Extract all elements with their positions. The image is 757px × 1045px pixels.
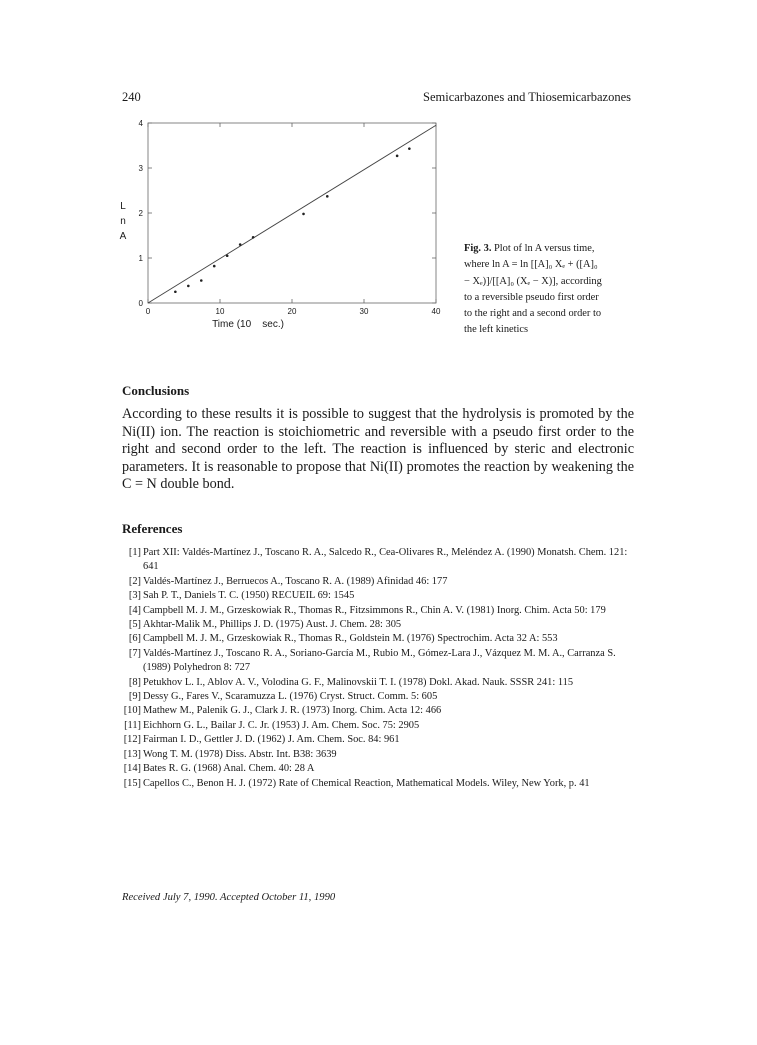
reference-number: [11] [124,719,141,731]
y-tick-label: 0 [138,299,143,308]
caption-line: where ln A = ln [[A]₀ Xₑ + ([A]₀ [464,259,598,271]
reference-text: Valdés-Martínez J., Berruecos A., Toscano R. A. (1989) Afinidad 46: 177 [143,575,448,587]
reference-number: [2] [128,575,141,587]
reference-text: Eichhorn G. L., Bailar J. C. Jr. (1953) J. Am. Chem. Soc. 75: 2905 [143,719,420,731]
reference-text: Mathew M., Palenik G. J., Clark J. R. (1973) Inorg. Chim. Acta 12: 466 [143,705,442,717]
reference-number: [15] [123,777,141,789]
data-point [200,279,203,282]
data-point [174,290,177,293]
reference-number: [5] [128,619,141,631]
running-head: Semicarbazones and Thiosemicarbazones [423,90,632,104]
reference-text: Campbell M. J. M., Grzeskowiak R., Thomas R., Goldstein M. (1976) Spectrochim. Acta 32 A: 553 [143,633,558,645]
reference-list [118,546,638,791]
reference-item [118,589,638,603]
caption-line: to a reversible pseudo first order [464,291,599,303]
reference-text: Valdés-Martínez J., Toscano R. A., Soriano-García M., Rubio M., Gómez-Lara J., Vázquez M. M. A., Carranza S. (1989) Polyhedron 8: 727 [143,647,616,674]
data-point [326,195,329,198]
reference-item [118,777,638,791]
page-number: 240 [122,90,141,104]
reference-number: [1] [128,547,141,558]
reference-item [118,632,638,646]
reference-text: Wong T. M. (1978) Diss. Abstr. Int. B38: 3639 [143,748,337,760]
x-tick-label: 10 [215,307,225,316]
reference-number: [9] [128,691,141,703]
x-tick-label: 30 [359,307,369,316]
y-axis-label: L [120,201,126,212]
data-point [396,155,399,158]
y-axis-label: n [120,216,126,227]
x-tick-label: 0 [145,307,151,316]
reference-text: Campbell M. J. M., Grzeskowiak R., Thomas R., Fitzsimmons R., Chin A. V. (1981) Inorg. Chim. Acta 50: 179 [143,604,606,616]
reference-number: [8] [128,676,141,688]
ln-a-vs-time-chart [100,110,445,335]
reference-item [118,647,638,676]
x-axis-label: Time (10 sec.) [212,319,284,330]
reference-item [118,762,638,776]
data-point [187,285,190,288]
data-point [408,147,411,150]
y-tick-label: 2 [138,209,143,218]
conclusions-paragraph: According to these results it is possible to suggest that the hydrolysis is promoted by the Ni(II) ion. The reaction is stoichiometric and reversible with a pseudo first order to the right and second order to the left. The reaction is influenced by steric and electronic parameters. It is reasonable to propose that Ni(II) promotes the reaction by weakening the C = N double bond. [122,406,634,493]
data-point [302,213,305,216]
reference-number: [7] [128,647,141,659]
reference-text: Part XII: Valdés-Martínez J., Toscano R. A., Salcedo R., Cea-Olivares R., Meléndez A. (1990) Monatsh. Chem. 121: 641 [143,547,628,573]
data-point [226,254,229,257]
x-tick-label: 40 [431,307,441,316]
caption-line: Plot of ln A versus time, [491,243,595,254]
fit-line [148,125,436,303]
figure-caption [464,241,642,339]
reference-number: [12] [123,734,141,746]
reference-item [118,719,638,733]
reference-number: [10] [123,705,141,717]
reference-text: Sah P. T., Daniels T. C. (1950) RECUEIL 69: 1545 [143,590,355,602]
figure-label: Fig. 3. [464,243,492,254]
data-point [213,265,216,268]
reference-item [118,704,638,718]
reference-text: Capellos C., Benon H. J. (1972) Rate of Chemical Reaction, Mathematical Models. Wiley, New York, p. 41 [143,777,590,789]
reference-item [118,618,638,632]
reference-text: Bates R. G. (1968) Anal. Chem. 40: 28 A [143,763,315,775]
reference-item [118,733,638,747]
y-tick-label: 1 [138,254,143,263]
reference-item [118,676,638,690]
caption-line: − Xₑ)]/[[A]₀ (Xₑ − X)], according [464,275,602,287]
reference-item [118,748,638,762]
reference-number: [13] [123,748,141,760]
references-heading: References [122,521,183,536]
reference-number: [3] [128,590,141,602]
reference-number: [4] [128,604,141,616]
y-tick-label: 4 [138,119,143,128]
data-point [239,243,242,246]
reference-number: [14] [123,763,141,775]
y-tick-label: 3 [138,164,143,173]
reference-text: Fairman I. D., Gettler J. D. (1962) J. Am. Chem. Soc. 84: 961 [143,734,400,746]
reference-item [118,690,638,704]
reference-number: [6] [128,633,141,645]
reference-item [118,546,638,575]
y-axis-label: A [119,231,127,242]
conclusions-heading: Conclusions [122,383,190,398]
reference-text: Dessy G., Fares V., Scaramuzza L. (1976) Cryst. Struct. Comm. 5: 605 [143,691,438,703]
reference-text: Petukhov L. I., Ablov A. V., Volodina G. F., Malinovskii T. I. (1978) Dokl. Akad. Nauk. SSSR 241: 115 [143,676,574,688]
reference-item [118,575,638,589]
reference-text: Akhtar-Malik M., Phillips J. D. (1975) Aust. J. Chem. 28: 305 [143,619,402,631]
received-note: Received July 7, 1990. Accepted October 11, 1990 [122,892,336,903]
x-tick-label: 20 [287,307,297,316]
reference-item [118,604,638,618]
caption-line: to the right and a second order to [464,308,602,320]
data-point [252,236,255,239]
caption-line: the left kinetics [464,324,529,336]
